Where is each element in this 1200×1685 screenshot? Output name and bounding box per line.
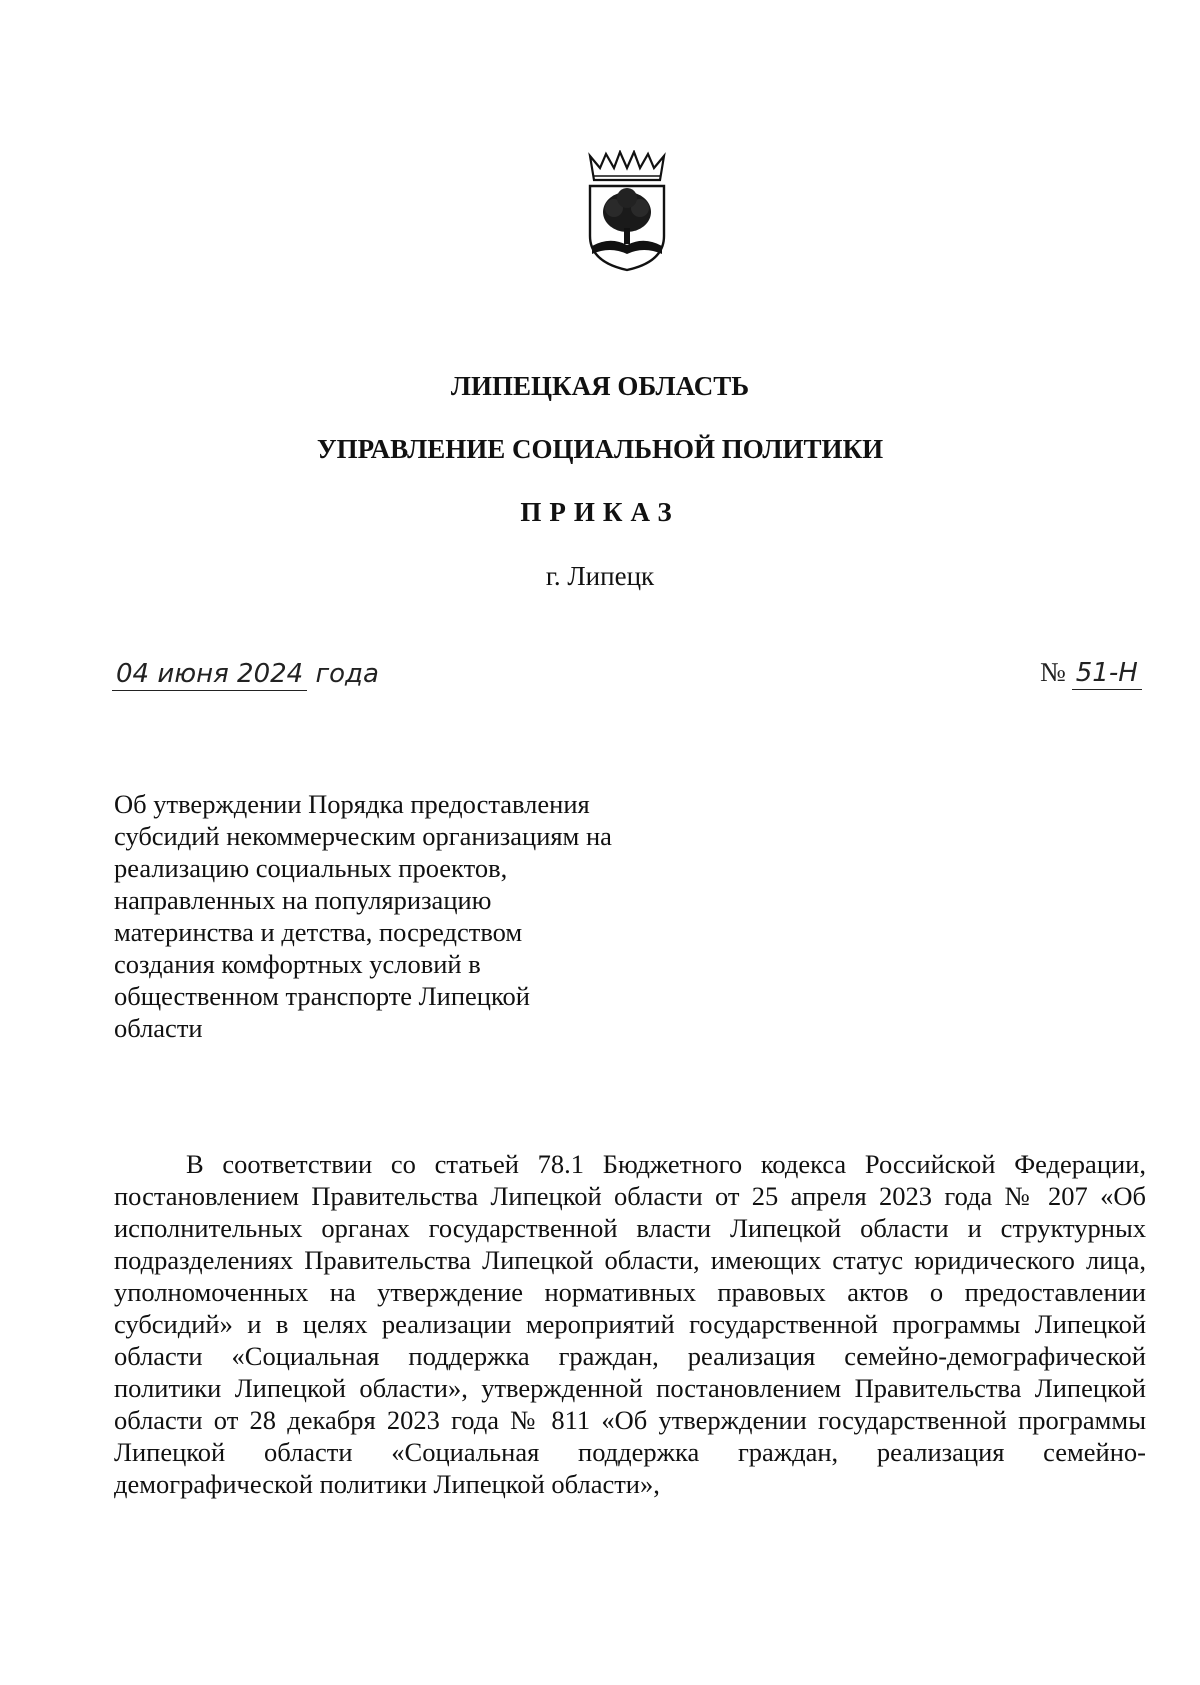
subject-line: направленных на популяризацию — [114, 885, 492, 915]
region-title: ЛИПЕЦКАЯ ОБЛАСТЬ — [450, 371, 750, 401]
subject-line: общественном транспорте Липецкой — [114, 981, 530, 1011]
coat-of-arms-icon — [584, 150, 670, 274]
document-type-title: ПРИКАЗ — [520, 497, 680, 527]
body-text: В соответствии со статьей 78.1 Бюджетного кодекса Российской Федерации, постановлением Правительства Липецкой области от 25 апреля 2023 года № 207 «Об исполнительных органах государственной власти Липецкой области и структурных подразделениях Правительства Липецкой области, имеющих статус юридического лица, уполномоченных на утверждение нормативных правовых актов о предоставлении субсидий» и в целях реализации мероприятий государственной программы Липецкой области «Социальная поддержка граждан, реализация семейно-демографической политики Липецкой области», утвержденной постановлением Правительства Липецкой области от 28 декабря 2023 года № 811 «Об утверждении государственной программы Липецкой области «Социальная поддержка граждан, реализация семейно-демографической политики Липецкой области», — [114, 1149, 1146, 1499]
subject-line: создания комфортных условий в — [114, 949, 481, 979]
subject-line: Об утверждении Порядка предоставления — [114, 789, 590, 819]
date-handwritten: 04 июня 2024 — [112, 659, 307, 691]
subject-line: реализацию социальных проектов, — [114, 853, 508, 883]
department-title: УПРАВЛЕНИЕ СОЦИАЛЬНОЙ ПОЛИТИКИ — [316, 434, 884, 464]
document-date — [112, 658, 412, 690]
number-sign: № — [1040, 657, 1066, 687]
city-label: г. Липецк — [545, 561, 655, 591]
document-subject — [114, 788, 674, 1044]
subject-line: субсидий некоммерческим организациям на — [114, 821, 612, 851]
document-number — [1040, 656, 1142, 689]
number-handwritten: 51-Н — [1072, 658, 1142, 690]
date-suffix: года — [315, 659, 379, 689]
subject-line: области — [114, 1013, 203, 1043]
body-paragraph — [114, 1148, 1146, 1500]
subject-line: материнства и детства, посредством — [114, 917, 523, 947]
